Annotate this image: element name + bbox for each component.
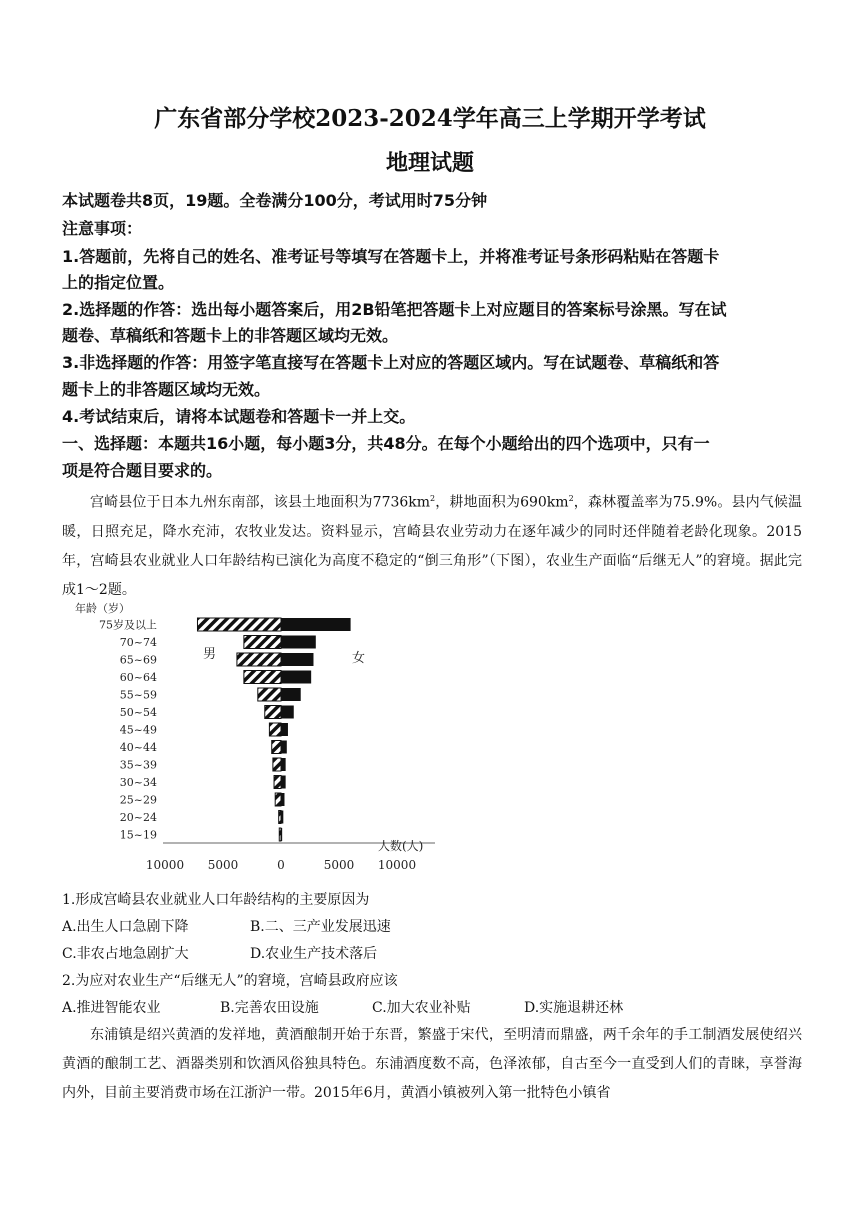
bar-male [275, 793, 281, 806]
bar-male [197, 618, 281, 631]
question-2-option-b[interactable]: B.完善农田设施 [220, 1000, 319, 1016]
x-tick-label: 5000 [207, 858, 239, 872]
bar-male [269, 723, 281, 736]
bar-female [281, 688, 301, 701]
bar-male [265, 706, 281, 719]
x-tick-label: 10000 [377, 858, 417, 872]
question-2-stem: 2.为应对农业生产“后继无人”的窘境，宫崎县政府应该 [62, 973, 398, 989]
section-heading: 项是符合题目要求的。 [62, 461, 223, 480]
notice-line: 3.非选择题的作答：用签字笔直接写在答题卡上对应的答题区域内。写在试题卷、草稿纸和答 [62, 353, 720, 372]
question-2-option-c[interactable]: C.加大农业补贴 [372, 1000, 471, 1016]
bar-female [281, 653, 313, 666]
bar-male [273, 758, 281, 771]
bar-male [274, 776, 281, 789]
passage-1: 宫崎县位于日本九州东南部，该县土地面积为$7736km^2$，耕地面积为$690km^2$，森林覆盖率为75.9%。县内气候温暖，日照充足，降水充沛，农牧业发达。资料显示，宫崎县农业劳动力在逐年减少的同时还伴随着老龄化现象。2015年，宫崎县农业就业人口年龄结构已演化为高度不稳定的“倒三角形”（下图），农业生产面临“后继无人”的窘境。据此完成1～2题。 [62, 494, 802, 598]
bar-female [281, 741, 287, 754]
bar-female [281, 723, 288, 736]
bar-female [281, 811, 283, 824]
bar-female [281, 671, 311, 684]
question-2-option-a[interactable]: A.推进智能农业 [62, 1000, 161, 1016]
question-2-options [62, 997, 623, 1017]
legend-female: 女 [352, 651, 366, 666]
age-group-label: 15~19 [119, 828, 157, 842]
age-group-label: 45~49 [119, 723, 157, 737]
bar-male [279, 811, 281, 824]
x-tick-label: 10000 [145, 858, 185, 872]
x-tick-label: 0 [277, 858, 285, 872]
passage-2: 东浦镇是绍兴黄酒的发祥地，黄酒酿制开始于东晋，繁盛于宋代，至明清而鼎盛，两千余年的手工制酒发展使绍兴黄酒的酿制工艺、酒器类别和饮酒风俗独具特色。东浦酒度数不高，色泽浓郁，自古至今一直受到人们的青睐，享誉海内外，目前主要消费市场在江浙沪一带。2015年6月，黄酒小镇被列入第一批特色小镇省 [62, 1027, 802, 1101]
age-group-label: 65~69 [119, 653, 157, 667]
question-1-option-d[interactable]: D.农业生产技术落后 [250, 946, 378, 962]
bar-female [281, 828, 282, 841]
exam-title: 广东省部分学校2023-2024学年高三上学期开学考试 [154, 105, 706, 132]
bar-male [244, 636, 281, 649]
age-group-label: 50~54 [119, 706, 157, 719]
question-1-options-row1 [62, 916, 391, 936]
y-axis-label: 年龄（岁） [75, 602, 130, 615]
notice-line: 题卷、草稿纸和答题卡上的非答题区域均无效。 [62, 326, 399, 345]
question-2-option-d[interactable]: D.实施退耕还林 [524, 1000, 624, 1016]
x-tick-label: 5000 [323, 858, 355, 872]
bar-male [258, 688, 281, 701]
question-1-stem: 1.形成宫崎县农业就业人口年龄结构的主要原因为 [62, 892, 370, 908]
bar-male [272, 741, 281, 754]
question-1-option-c[interactable]: C.非农占地急剧扩大 [62, 946, 189, 962]
age-group-label: 60~64 [119, 671, 157, 684]
bar-female [281, 618, 351, 631]
population-pyramid-chart [75, 600, 475, 875]
question-1-option-a[interactable]: A.出生人口急剧下降 [62, 919, 189, 935]
question-1-options-row2 [62, 943, 377, 963]
bar-female [281, 636, 316, 649]
age-group-label: 30~34 [119, 776, 157, 789]
bar-female [281, 706, 294, 719]
age-group-label: 70~74 [119, 636, 157, 649]
question-1-option-b[interactable]: B.二、三产业发展迅速 [250, 919, 391, 935]
bar-female [281, 758, 286, 771]
age-group-label: 40~44 [119, 741, 157, 754]
bar-female [281, 776, 286, 789]
age-group-label: 75岁及以上 [99, 618, 157, 632]
x-axis-label: 人数(人) [378, 839, 424, 853]
bar-male [237, 653, 281, 666]
notice-line: 上的指定位置。 [62, 273, 175, 292]
age-group-label: 35~39 [119, 758, 157, 772]
bar-male [244, 671, 281, 684]
notice-line: 4.考试结束后，请将本试题卷和答题卡一并上交。 [62, 407, 416, 426]
notice-title: 注意事项： [62, 219, 143, 238]
exam-summary: 本试题卷共8页，19题。全卷满分100分，考试用时75分钟 [62, 191, 488, 210]
notice-line: 1.答题前，先将自己的姓名、准考证号等填写在答题卡上，并将准考证号条形码粘贴在答题卡 [62, 247, 720, 266]
bar-female [281, 793, 284, 806]
notice-line: 题卡上的非答题区域均无效。 [62, 380, 271, 399]
notice-line: 2.选择题的作答：选出每小题答案后，用2B铅笔把答题卡上对应题目的答案标号涂黑。写在试 [62, 300, 727, 319]
legend-male: 男 [203, 647, 217, 662]
section-heading: 一、选择题：本题共16小题，每小题3分，共48分。在每个小题给出的四个选项中，只有一 [62, 434, 710, 453]
age-group-label: 25~29 [119, 793, 157, 807]
exam-subject: 地理试题 [385, 150, 474, 176]
age-group-label: 55~59 [119, 688, 157, 702]
bar-male [279, 828, 281, 841]
age-group-label: 20~24 [119, 811, 157, 824]
